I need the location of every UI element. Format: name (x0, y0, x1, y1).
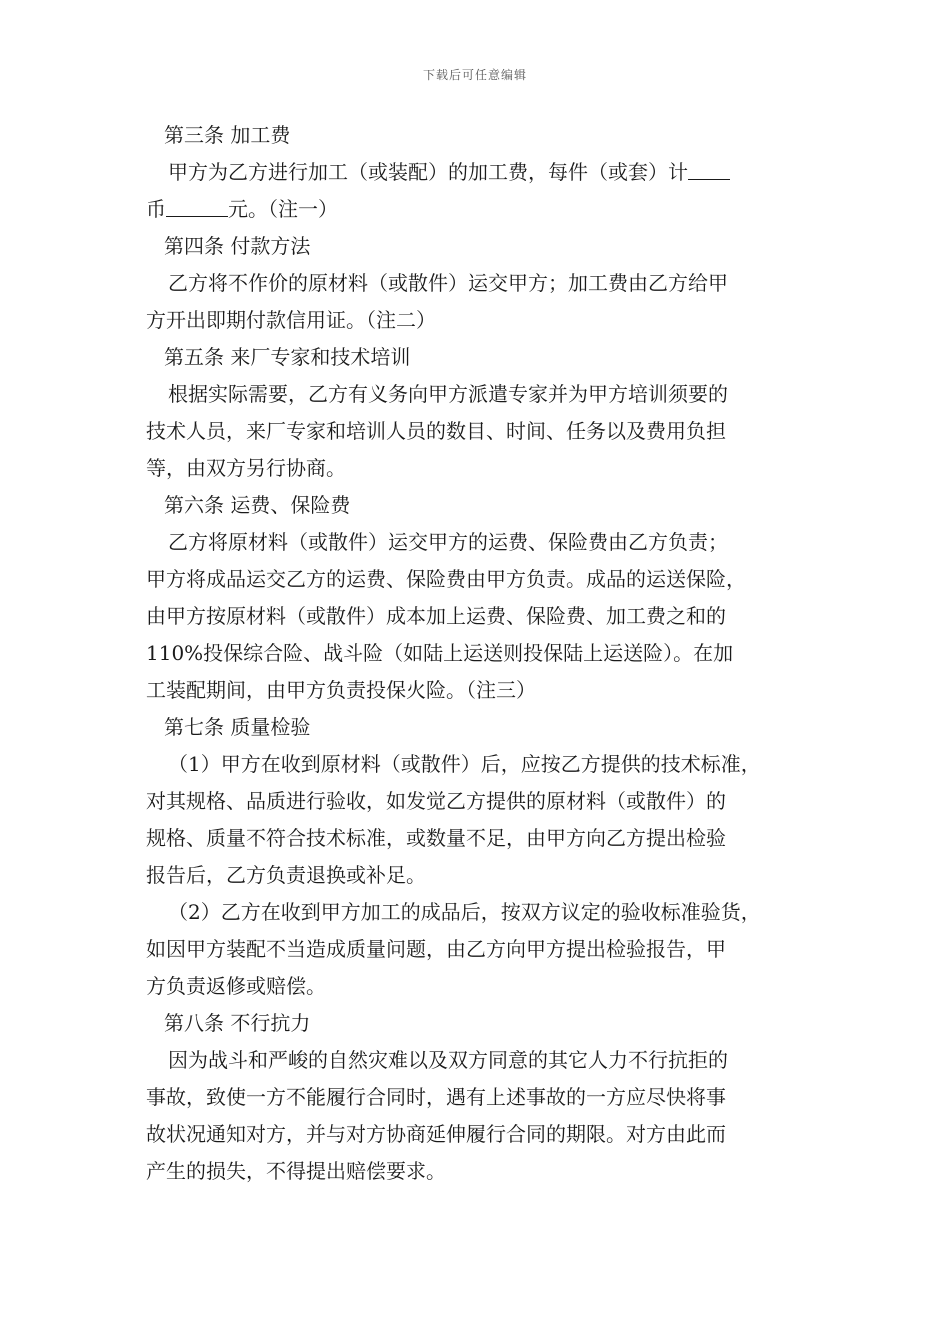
paragraph-line (146, 191, 814, 228)
paragraph-line (146, 894, 814, 931)
line-text: 由甲方按原材料（或散件）成本加上运费、保险费、加工费之和的 (146, 604, 726, 628)
line-text: 因为战斗和严峻的自然灾难以及双方同意的其它人力不行抗拒的 (168, 1048, 728, 1072)
line-text: 故状况通知对方，并与对方协商延伸履行合同的期限。对方由此而 (146, 1122, 726, 1146)
line-text: 110%投保综合险、战斗险（如陆上运送则投保陆上运送险）。在加 (146, 641, 734, 665)
line-text: 第四条 付款方法 (164, 234, 311, 258)
article-heading (146, 339, 814, 376)
paragraph-line (146, 931, 814, 968)
line-text: 乙方将不作价的原材料（或散件）运交甲方；加工费由乙方给甲 (168, 271, 728, 295)
line-text: 方负责返修或赔偿。 (146, 974, 326, 998)
line-text: 币 (146, 197, 166, 221)
fill-in-blank (688, 155, 730, 180)
line-text: 规格、质量不符合技术标准，或数量不足，由甲方向乙方提出检验 (146, 826, 726, 850)
paragraph-line (146, 265, 814, 302)
line-text: 产生的损失，不得提出赔偿要求。 (146, 1159, 446, 1183)
line-text-after: 元。（注一） (228, 197, 338, 221)
article-heading (146, 117, 814, 154)
line-text: 甲方将成品运交乙方的运费、保险费由甲方负责。成品的运送保险， (146, 567, 746, 591)
article-heading (146, 709, 814, 746)
line-text: 对其规格、品质进行验收，如发觉乙方提供的原材料（或散件）的 (146, 789, 726, 813)
paragraph-line (146, 635, 814, 672)
paragraph-line (146, 783, 814, 820)
paragraph-line (146, 1153, 814, 1190)
line-text: （1）甲方在收到原材料（或散件）后，应按乙方提供的技术标准， (168, 752, 761, 776)
line-text: 第八条 不行抗力 (164, 1011, 311, 1035)
line-text: 根据实际需要，乙方有义务向甲方派遣专家并为甲方培训须要的 (168, 382, 728, 406)
paragraph-line (146, 376, 814, 413)
paragraph-line (146, 672, 814, 709)
paragraph-line (146, 857, 814, 894)
article-heading (146, 228, 814, 265)
paragraph-line (146, 413, 814, 450)
paragraph-line (146, 1079, 814, 1116)
line-text: 方开出即期付款信用证。（注二） (146, 308, 436, 332)
paragraph-line (146, 598, 814, 635)
article-heading (146, 487, 814, 524)
paragraph-line (146, 820, 814, 857)
paragraph-line (146, 524, 814, 561)
paragraph-line (146, 1042, 814, 1079)
line-text: 工装配期间，由甲方负责投保火险。（注三） (146, 678, 536, 702)
paragraph-line (146, 746, 814, 783)
line-text: （2）乙方在收到甲方加工的成品后，按双方议定的验收标准验货， (168, 900, 761, 924)
line-text: 第五条 来厂专家和技术培训 (164, 345, 411, 369)
line-text: 等，由双方另行协商。 (146, 456, 346, 480)
article-heading (146, 1005, 814, 1042)
line-text: 第三条 加工费 (164, 123, 291, 147)
paragraph-line (146, 968, 814, 1005)
line-text: 技术人员，来厂专家和培训人员的数目、时间、任务以及费用负担 (146, 419, 726, 443)
paragraph-line (146, 154, 814, 191)
line-text: 乙方将原材料（或散件）运交甲方的运费、保险费由乙方负责； (168, 530, 728, 554)
document-body (146, 117, 814, 1190)
paragraph-line (146, 302, 814, 339)
line-text: 第六条 运费、保险费 (164, 493, 351, 517)
paragraph-line (146, 450, 814, 487)
line-text: 如因甲方装配不当造成质量问题，由乙方向甲方提出检验报告，甲 (146, 937, 726, 961)
line-text: 第七条 质量检验 (164, 715, 311, 739)
line-text: 甲方为乙方进行加工（或装配）的加工费，每件（或套）计 (168, 160, 688, 184)
fill-in-blank (166, 192, 228, 217)
line-text: 报告后，乙方负责退换或补足。 (146, 863, 426, 887)
line-text: 事故，致使一方不能履行合同时，遇有上述事故的一方应尽快将事 (146, 1085, 726, 1109)
paragraph-line (146, 1116, 814, 1153)
page-header: 下载后可任意编辑 (422, 68, 527, 82)
paragraph-line (146, 561, 814, 598)
